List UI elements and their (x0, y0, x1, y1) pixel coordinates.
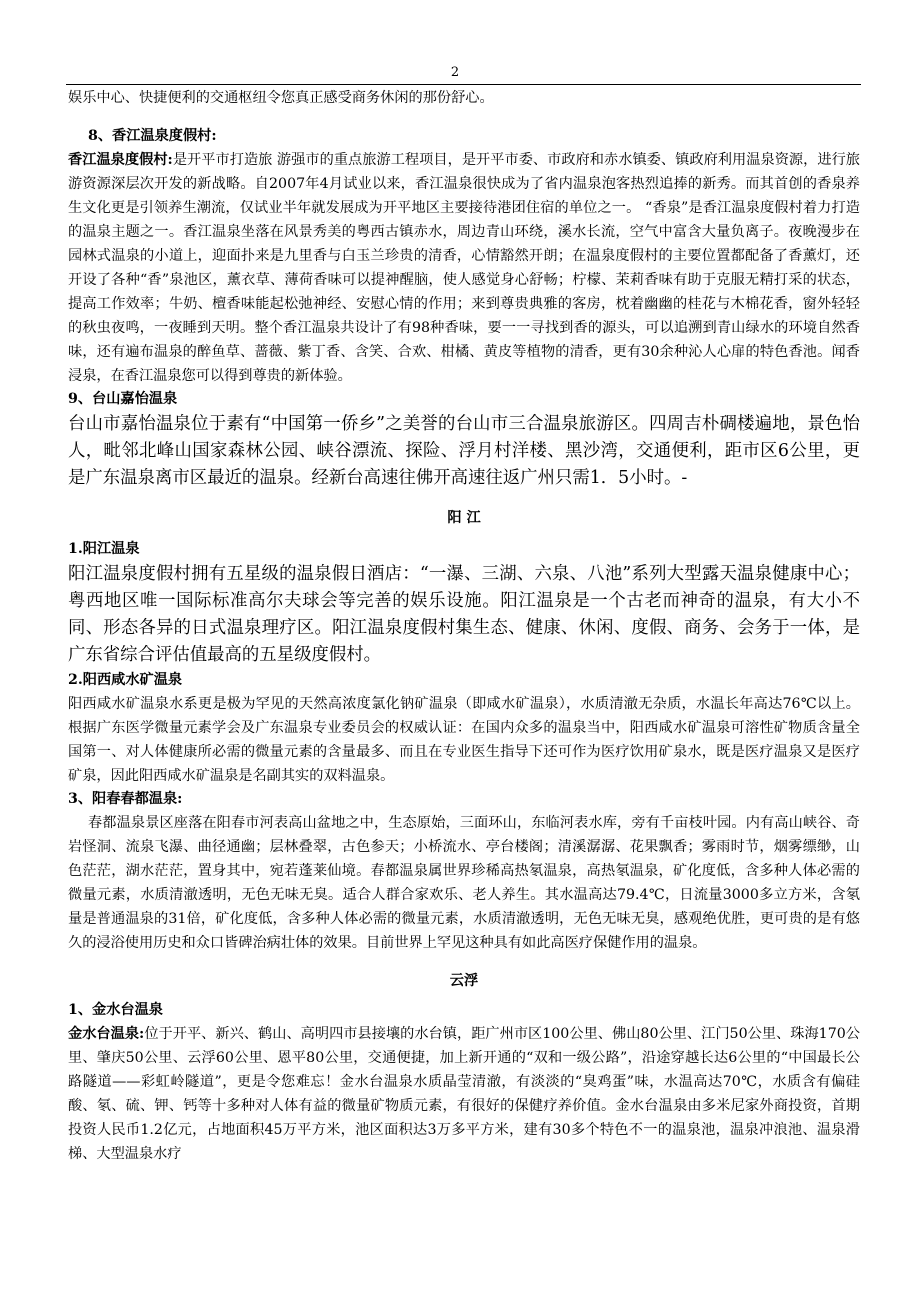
yangjiang-3-heading: 3、阳春春都温泉: (68, 791, 183, 807)
yangjiang-2-body: 阳西咸水矿温泉水系更是极为罕见的天然高浓度氯化钠矿温泉（即咸水矿温泉），水质清澈无杂质，水温长年高达76℃以上。根据广东医学微量元素学会及广东温泉专业委员会的权威认证：在国内众多的温泉当中，阳西咸水矿温泉可溶性矿物质含量全国第一、对人体健康所必需的微量元素的含量最多、而且在专业医生指导下还可作为医疗饮用矿泉水，既是医疗温泉又是医疗矿泉，因此阳西咸水矿温泉是名副其实的双料温泉。 (68, 696, 860, 784)
yunfu-1-lead: 金水台温泉: (68, 1026, 145, 1042)
document-content (68, 86, 860, 1166)
section-9-body: 台山市嘉怡温泉位于素有“中国第一侨乡”之美誉的台山市三合温泉旅游区。四周吉朴碉楼遍地，景色怡人，毗邻北峰山国家森林公园、峡谷漂流、探险、浮月村洋楼、黑沙湾，交通便利，距市区6公里，更是广东温泉离市区最近的温泉。经新台高速往佛开高速往返广州只需1．5小时。- (68, 414, 860, 488)
yunfu-1-body (68, 1022, 860, 1166)
yunfu-1-heading: 1、金水台温泉 (68, 1002, 163, 1018)
section-9-heading: 9、台山嘉怡温泉 (68, 391, 178, 407)
yangjiang-1-heading: 1.阳江温泉 (68, 541, 140, 557)
yunfu-title: 云浮 (449, 973, 479, 989)
page-number: 2 (450, 65, 460, 80)
yangjiang-1-body: 阳江温泉度假村拥有五星级的温泉假日酒店：“一瀑、三湖、六泉、八池”系列大型露天温泉健康中心；粤西地区唯一国际标准高尔夫球会等完善的娱乐设施。阳江温泉是一个古老而神奇的温泉，有大小不同、形态各异的日式温泉理疗区。阳江温泉度假村集生态、健康、休闲、度假、商务、会务于一体，是广东省综合评估值最高的五星级度假村。 (68, 564, 860, 665)
section-8-heading: 8、香江温泉度假村: (88, 128, 217, 144)
yangjiang-title: 阳 江 (447, 510, 481, 526)
section-8-body (68, 148, 860, 388)
yangjiang-2-heading: 2.阳西咸水矿温泉 (68, 672, 183, 688)
header-rule (66, 84, 861, 85)
yunfu-1-text: 位于开平、新兴、鹤山、高明四市县接壤的水台镇，距广州市区100公里、佛山80公里、江门50公里、珠海170公里、肇庆50公里、云浮60公里、恩平80公里，交通便捷，加上新开通的“双和一级公路”，沿途穿越长达6公里的“中国最长公路隧道——彩虹岭隧道”，更是令您难忘！金水台温泉水质晶莹清澈，有淡淡的“臭鸡蛋”味，水温高达70℃，水质含有偏硅酸、氡、硫、钾、钙等十多种对人体有益的微量矿物质元素，有很好的保健疗养价值。金水台温泉由多米尼家外商投资，首期投资人民币1.2亿元，占地面积45万平方米，池区面积达3万多平方米，建有30多个特色不一的温泉池，温泉冲浪池、温泉滑梯、大型温泉水疗 (68, 1026, 860, 1162)
intro-line: 娱乐中心、快捷便利的交通枢纽令您真正感受商务休闲的那份舒心。 (68, 90, 494, 106)
section-8-lead: 香江温泉度假村: (68, 152, 173, 168)
section-8-text: 是开平市打造旅 游强市的重点旅游工程项目，是开平市委、市政府和赤水镇委、镇政府利用温泉资源，进行旅游资源深层次开发的新战略。自2007年4月试业以来，香江温泉很快成为了省内温泉泡客热烈追捧的新秀。而其首创的香泉养生文化更是引领养生潮流，仅试业半年就发展成为开平地区主要接待港团住宿的单位之一。 “香泉”是香江温泉度假村着力打造的温泉主题之一。香江温泉坐落在风景秀美的粤西古镇赤水，周边青山环绕，溪水长流，空气中富含大量负离子。夜晚漫步在园林式温泉的小道上，迎面扑来是九里香与白玉兰珍贵的清香，心情豁然开朗；在温泉度假村的主要位置都配备了香薰灯，还开设了各种“香”泉池区，薰衣草、薄荷香味可以提神醒脑，使人感觉身心舒畅；柠檬、茉莉香味有助于克服无精打采的状态，提高工作效率；牛奶、檀香味能起松弛神经、安慰心情的作用；来到尊贵典雅的客房，枕着幽幽的桂花与木棉花香，窗外轻轻的秋虫夜鸣，一夜睡到天明。整个香江温泉共设计了有98种香味，要一一寻找到香的源头，可以追溯到青山绿水的环境自然香味，还有遍布温泉的醉鱼草、蔷薇、紫丁香、含笑、合欢、柑橘、黄皮等植物的清香，更有30余种沁人心扉的特色香池。闻香浸泉，在香江温泉您可以得到尊贵的新体验。 (68, 152, 860, 384)
yangjiang-3-body: 春都温泉景区座落在阳春市河表高山盆地之中，生态原始，三面环山，东临河表水库，旁有千亩枝叶园。内有高山峡谷、奇岩怪洞、流泉飞瀑、曲径通幽；层林叠翠，古色参天；小桥流水、亭台楼阁；清溪潺潺、花果飘香；雾雨时节，烟雾缥缈，山色茫茫，湖水茫茫，置身其中，宛若蓬莱仙境。春都温泉属世界珍稀高热氡温泉，高热氡温泉，矿化度低，含多种人体必需的微量元素，水质清澈透明，无色无味无臭。适合人群合家欢乐、老人养生。其水温高达79.4℃，日流量3000多立方米，含氡量是普通温泉的31倍，矿化度低，含多种人体必需的微量元素，水质清澈透明，无色无味无臭，感观绝优胜，更可贵的是有悠久的浸浴使用历史和众口皆碑治病壮体的效果。目前世界上罕见这种具有如此高医疗保健作用的温泉。 (68, 815, 860, 951)
